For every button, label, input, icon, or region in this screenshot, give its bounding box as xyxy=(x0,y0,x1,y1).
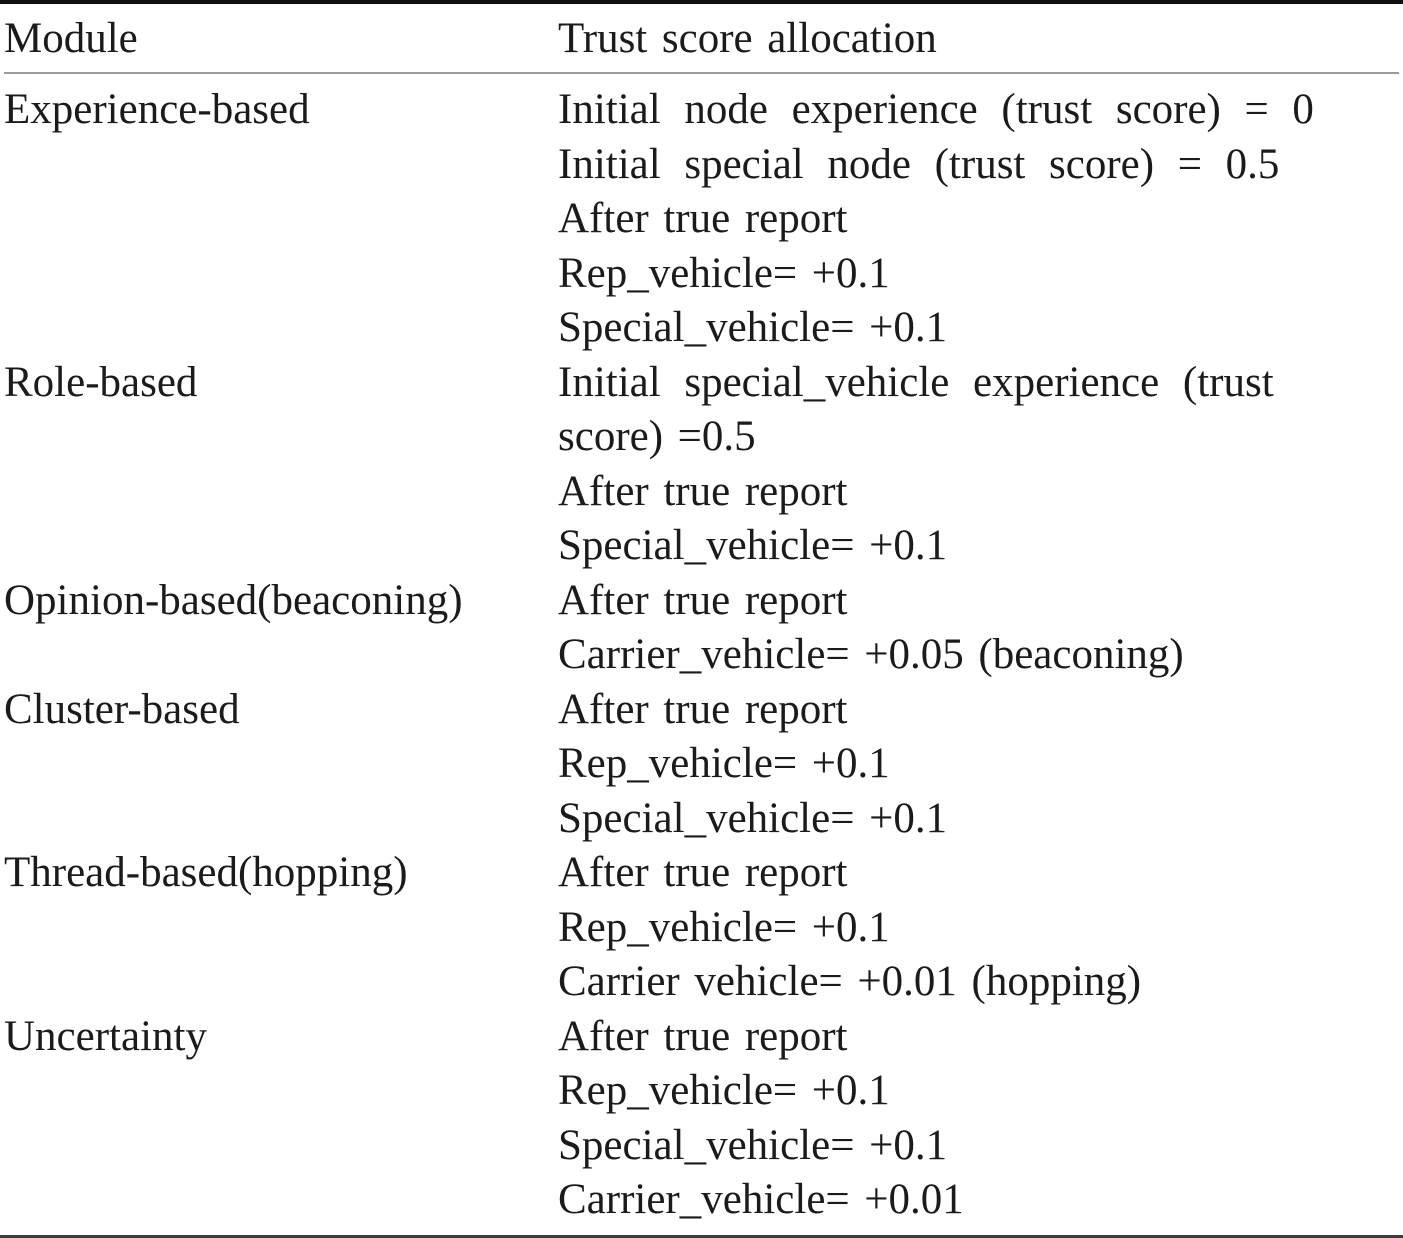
allocation-line: score) =0.5 xyxy=(558,413,756,460)
allocation-line: Initial node experience (trust score) = 0 xyxy=(558,86,1314,133)
column-header-trust-score-allocation: Trust score allocation xyxy=(558,15,937,62)
allocation-line: After true report xyxy=(558,685,848,733)
allocation-line: Special_vehicle= +0.1 xyxy=(558,522,948,569)
allocation-line: After true report xyxy=(558,1012,848,1060)
module-label: Experience-based xyxy=(4,86,310,133)
allocation-line: Rep_vehicle= +0.1 xyxy=(558,903,890,951)
allocation-line: Special_vehicle= +0.1 xyxy=(558,794,948,842)
allocation-cell xyxy=(558,846,1399,1010)
allocation-line: After true report xyxy=(558,849,848,896)
allocation-line: Initial special_vehicle experience (trust xyxy=(558,358,1274,406)
allocation-cell xyxy=(558,683,1399,847)
allocation-line: Rep_vehicle= +0.1 xyxy=(558,740,890,787)
table-row-thread-based xyxy=(4,846,1399,1010)
allocation-line: Rep_vehicle= +0.1 xyxy=(558,249,890,297)
allocation-line: Carrier_vehicle= +0.01 xyxy=(558,1176,964,1223)
module-label: Role-based xyxy=(4,358,198,406)
table-row-uncertainty xyxy=(4,1010,1399,1228)
module-label: Uncertainty xyxy=(4,1012,207,1060)
allocation-line: After true report xyxy=(558,467,848,515)
allocation-line: After true report xyxy=(558,576,848,624)
module-label: Opinion-based(beaconing) xyxy=(4,576,463,624)
module-label: Cluster-based xyxy=(4,685,240,733)
allocation-line: Special_vehicle= +0.1 xyxy=(558,1121,948,1169)
module-label: Thread-based(hopping) xyxy=(4,849,408,896)
allocation-line: Rep_vehicle= +0.1 xyxy=(558,1067,890,1114)
allocation-cell xyxy=(558,83,1399,356)
column-header-module: Module xyxy=(4,15,138,62)
table-row-cluster-based xyxy=(4,683,1399,847)
table-header-row xyxy=(4,4,1399,74)
table-row-opinion-based xyxy=(4,574,1399,683)
allocation-line: After true report xyxy=(558,195,848,242)
allocation-line: Carrier_vehicle= +0.05 (beaconing) xyxy=(558,631,1184,678)
table-row-role-based xyxy=(4,356,1399,574)
allocation-cell xyxy=(558,356,1399,574)
table-body xyxy=(4,74,1399,1228)
allocation-cell xyxy=(558,574,1399,683)
allocation-line: Initial special node (trust score) = 0.5 xyxy=(558,140,1280,188)
table-row-experience-based xyxy=(4,83,1399,356)
allocation-line: Carrier vehicle= +0.01 (hopping) xyxy=(558,958,1142,1005)
allocation-cell xyxy=(558,1010,1399,1228)
allocation-line: Special_vehicle= +0.1 xyxy=(558,304,948,351)
